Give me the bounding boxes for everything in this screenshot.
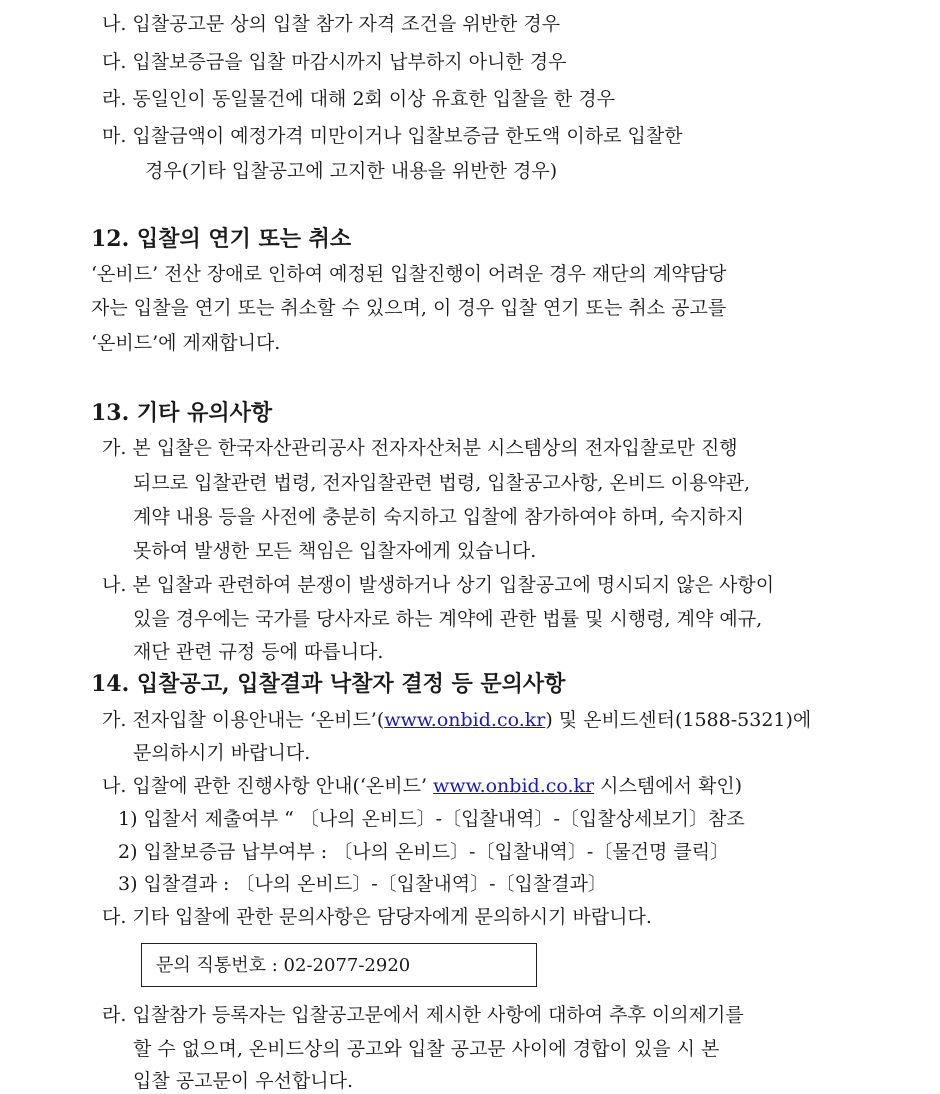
item11-na: 나. 입찰공고문 상의 입찰 참가 자격 조건을 위반한 경우 xyxy=(102,13,561,35)
section13-na-line2: 있을 경우에는 국가를 당사자로 하는 계약에 관한 법률 및 시행령, 계약 예규, xyxy=(133,608,763,630)
section12-body-line2: 자는 입찰을 연기 또는 취소할 수 있으며, 이 경우 입찰 연기 또는 취소 공고를 xyxy=(91,297,727,319)
section13-na-line1: 나. 본 입찰과 관련하여 분쟁이 발생하거나 상기 입찰공고에 명시되지 않은 사항이 xyxy=(102,574,775,596)
section13-na-line3: 재단 관련 규정 등에 따릅니다. xyxy=(133,641,384,663)
section14-ga-line1 xyxy=(102,707,811,733)
section14-da: 다. 기타 입찰에 관한 문의사항은 담당자에게 문의하시기 바랍니다. xyxy=(102,906,652,928)
section14-na-sub2: 2) 입찰보증금 납부여부 : 〔나의 온비드〕-〔입찰내역〕-〔물건명 클릭〕 xyxy=(118,841,730,863)
section14-na-prefix: 나. 입찰에 관한 진행사항 안내(‘온비드’ xyxy=(102,775,434,797)
item11-ma-line1: 마. 입찰금액이 예정가격 미만이거나 입찰보증금 한도액 이하로 입찰한 xyxy=(102,125,683,147)
item11-ra: 라. 동일인이 동일물건에 대해 2회 이상 유효한 입찰을 한 경우 xyxy=(102,88,615,110)
section13-title: 13. 기타 유의사항 xyxy=(91,400,273,426)
section13-ga-line3: 계약 내용 등을 사전에 충분히 숙지하고 입찰에 참가하여야 하며, 숙지하지 xyxy=(133,506,745,528)
section14-ga-prefix: 가. 전자입찰 이용안내는 ‘온비드’( xyxy=(102,709,385,731)
section14-na-sub1: 1) 입찰서 제출여부 “ 〔나의 온비드〕-〔입찰내역〕-〔입찰상세보기〕참조 xyxy=(118,808,745,830)
section12-body-line3: ‘온비드’에 게재합니다. xyxy=(91,332,281,354)
section14-ra-line1: 라. 입찰참가 등록자는 입찰공고문에서 제시한 사항에 대하여 추후 이의제기를 xyxy=(102,1004,744,1026)
section14-ra-line2: 할 수 없으며, 온비드상의 공고와 입찰 공고문 사이에 경합이 있을 시 본 xyxy=(133,1038,720,1060)
section14-ga-suffix: ) 및 온비드센터(1588-5321)에 xyxy=(545,709,812,731)
item11-ma-line2: 경우(기타 입찰공고에 고지한 내용을 위반한 경우) xyxy=(145,160,558,182)
section14-title: 14. 입찰공고, 입찰결과 낙찰자 결정 등 문의사항 xyxy=(91,671,566,697)
section14-ga-line2: 문의하시기 바랍니다. xyxy=(133,742,311,764)
section13-ga-line1: 가. 본 입찰은 한국자산관리공사 전자자산처분 시스템상의 전자입찰로만 진행 xyxy=(102,437,738,459)
section14-na-suffix: 시스템에서 확인) xyxy=(594,775,743,797)
onbid-link-2[interactable]: www.onbid.co.kr xyxy=(433,775,595,797)
section12-body-line1: ‘온비드’ 전산 장애로 인하여 예정된 입찰진행이 어려운 경우 재단의 계약담당 xyxy=(91,263,727,285)
section14-ra-line3: 입찰 공고문이 우선합니다. xyxy=(133,1070,354,1092)
section13-ga-line4: 못하여 발생한 모든 책임은 입찰자에게 있습니다. xyxy=(133,540,537,562)
item11-da: 다. 입찰보증금을 입찰 마감시까지 납부하지 아니한 경우 xyxy=(102,51,567,73)
section12-title: 12. 입찰의 연기 또는 취소 xyxy=(91,226,352,252)
section14-na-line xyxy=(102,773,742,799)
section14-na-sub3: 3) 입찰결과 : 〔나의 온비드〕-〔입찰내역〕-〔입찰결과〕 xyxy=(118,873,607,895)
contact-phone: 문의 직통번호 : 02-2077-2920 xyxy=(156,955,411,976)
onbid-link[interactable]: www.onbid.co.kr xyxy=(384,709,546,731)
section13-ga-line2: 되므로 입찰관련 법령, 전자입찰관련 법령, 입찰공고사항, 온비드 이용약관, xyxy=(133,472,751,494)
